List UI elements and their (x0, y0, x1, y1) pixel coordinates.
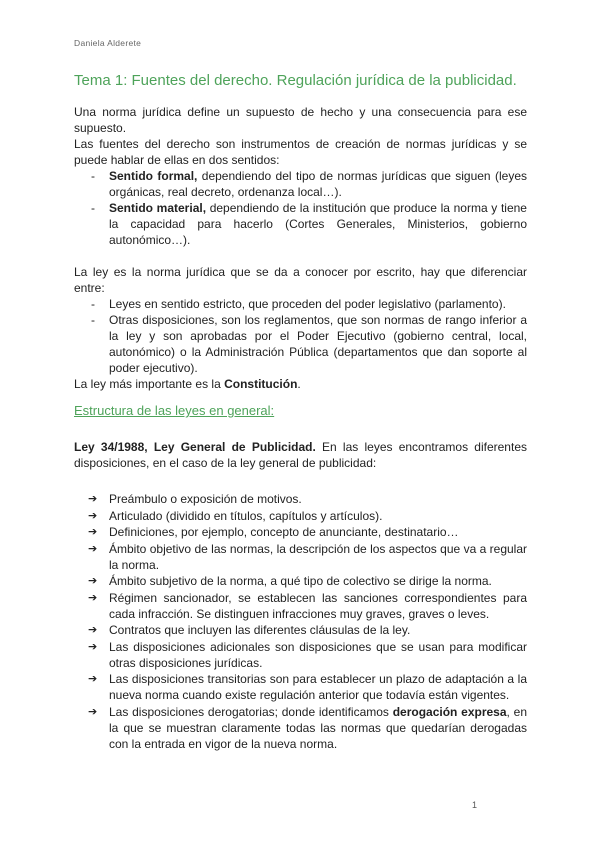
list-item-bold: Sentido formal, (109, 169, 198, 183)
list-item: ➔ Las disposiciones transitorias son para establecer un plazo de adaptación a la nueva norma cuando existe regulación anterior que todavía están vigentes. (88, 672, 527, 702)
arrow-icon: ➔ (88, 673, 98, 685)
page-title: Tema 1: Fuentes del derecho. Regulación jurídica de la publicidad. (74, 72, 517, 89)
list-item: ➔ Preámbulo o exposición de motivos. (88, 492, 302, 506)
list-item: ➔ Contratos que incluyen las diferentes cláusulas de la ley. (88, 623, 411, 637)
list-item-bold: Sentido material, (109, 201, 207, 215)
list-item: ➔ Articulado (dividido en títulos, capítulos y artículos). (88, 508, 383, 523)
arrow-icon: ➔ (88, 640, 98, 653)
list-item: ➔ Ámbito subjetivo de la norma, a qué tipo de colectivo se dirige la norma. (88, 574, 492, 588)
arrow-icon: ➔ (88, 591, 98, 604)
arrow-icon: ➔ (88, 705, 98, 718)
arrow-icon: ➔ (88, 624, 98, 636)
list-item: - Leyes en sentido estricto, que proceden del poder legislativo (parlamento). (74, 296, 527, 312)
senses-list (74, 168, 527, 248)
section-heading-estructura: Estructura de las leyes en general: (74, 403, 275, 418)
structure-list (74, 491, 527, 752)
arrow-icon: ➔ (88, 526, 98, 538)
document-body (74, 104, 527, 752)
arrow-icon: ➔ (88, 509, 98, 522)
paragraph-fuentes: Las fuentes del derecho son instrumentos de creación de normas jurídicas y se puede hablar de ellas en dos sentidos: (74, 137, 527, 167)
list-item (74, 200, 527, 248)
arrow-icon: ➔ (88, 493, 98, 505)
author-header: Daniela Alderete (74, 38, 142, 48)
list-item-text: dependiendo de la institución que produce la norma y tiene la capacidad para hacerlo (Cortes Generales, Ministerios, gobierno autonómico…). (109, 201, 527, 247)
paragraph-constitucion: La ley más importante es la Constitución. (74, 377, 301, 391)
law-list (74, 296, 527, 376)
list-item (74, 168, 527, 200)
paragraph-ley: La ley es la norma jurídica que se da a conocer por escrito, hay que diferenciar entre: (74, 265, 527, 295)
list-item: ➔ Las disposiciones adicionales son disposiciones que se usan para modificar otras disposiciones jurídicas. (88, 639, 527, 670)
list-item: - Otras disposiciones, son los reglamentos, que son normas de rango inferior a la ley y son aprobadas por el Poder Ejecutivo (gobierno central, local, autonómico) o la Administración Pública (departamentos que dan soporte al poder ejecutivo). (74, 312, 527, 376)
paragraph-ley-publicidad: Ley 34/1988, Ley General de Publicidad. En las leyes encontramos diferentes disposiciones, en el caso de la ley general de publicidad: (74, 440, 527, 470)
list-item: ➔ Régimen sancionador, se establecen las sanciones correspondientes para cada infracción. Se distinguen infracciones muy graves, graves o leves. (88, 590, 527, 621)
list-item: ➔ Definiciones, por ejemplo, concepto de anunciante, destinatario… (88, 525, 459, 539)
arrow-icon: ➔ (88, 542, 98, 555)
list-item: ➔ Las disposiciones derogatorias; donde identificamos derogación expresa, en la que se muestran claramente todas las normas que quedarían derogadas con la entrada en vigor de la nueva norma. (88, 704, 527, 751)
list-item-text: dependiendo del tipo de normas jurídicas que siguen (leyes orgánicas, real decreto, ordenanza local…). (109, 169, 527, 199)
paragraph-norma: Una norma jurídica define un supuesto de hecho y una consecuencia para ese supuesto. (74, 105, 527, 135)
list-item: ➔ Ámbito objetivo de las normas, la descripción de los aspectos que va a regular la norma. (88, 541, 527, 572)
arrow-icon: ➔ (88, 575, 98, 587)
page-number: 1 (472, 800, 478, 810)
